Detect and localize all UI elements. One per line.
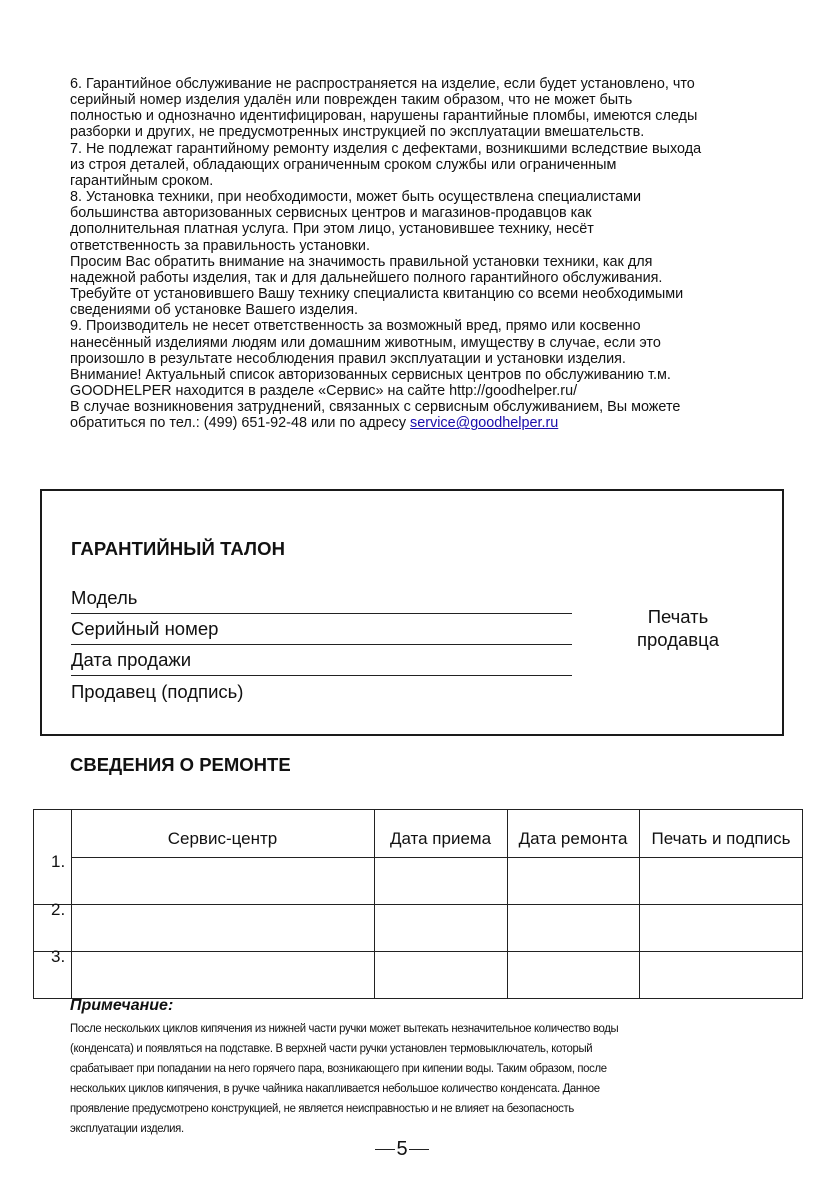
table-row-line: [33, 904, 803, 905]
warranty-card: [40, 489, 784, 736]
seller-field-label: Продавец (подпись): [71, 681, 244, 702]
page-number: [372, 1138, 432, 1161]
serial-line: [71, 644, 572, 645]
stamp-label-line2: продавца: [637, 629, 719, 650]
terms-line: 8. Установка техники, при необходимости, может быть осуществлена специалистами: [70, 189, 642, 206]
terms-line: гарантийным сроком.: [70, 172, 214, 189]
column-header-service-center: Сервис-центр: [167, 829, 278, 848]
table-border-left: [33, 809, 34, 999]
sale-date-line: [71, 675, 572, 676]
warranty-terms: [70, 76, 790, 431]
page-number-dash-left: [375, 1149, 395, 1150]
terms-line: Внимание! Актуальный список авторизованных сервисных центров по обслуживанию т.м.: [70, 366, 671, 383]
table-header-line: [71, 857, 803, 858]
terms-line: большинства авторизованных сервисных центров и магазинов-продавцов как: [70, 205, 592, 222]
column-header-receipt-date: Дата приема: [389, 829, 492, 848]
terms-line: разборки и других, не предусмотренных инструкцией по эксплуатации вмешательств.: [70, 124, 645, 141]
serial-field-label: Серийный номер: [71, 618, 219, 639]
email-link[interactable]: service@goodhelper.ru: [410, 415, 559, 432]
stamp-label-line1: Печать: [647, 606, 709, 627]
note-line: срабатывает при попадании на него горячего пара, возникающего при кипении воды. Таким образом, после: [70, 1061, 607, 1075]
terms-line: серийный номер изделия удалён или поврежден таким образом, что не может быть: [70, 92, 633, 109]
terms-line: В случае возникновения затруднений, связанных с сервисным обслуживанием, Вы можете: [70, 399, 681, 416]
terms-line: произошло в результате несоблюдения правил эксплуатации и установки изделия.: [70, 350, 626, 367]
terms-contact-line: [70, 415, 790, 431]
row-number: 2.: [51, 900, 66, 919]
terms-line: 9. Производитель не несет ответственность за возможный вред, прямо или косвенно: [70, 318, 641, 335]
warranty-card-title: ГАРАНТИЙНЫЙ ТАЛОН: [71, 538, 286, 559]
model-field-label: Модель: [71, 587, 138, 608]
column-header-repair-date: Дата ремонта: [518, 829, 628, 848]
terms-line: ответственность за правильность установки.: [70, 237, 370, 254]
note-line: После нескольких циклов кипячения из нижней части ручки может вытекать незначительное количество воды: [70, 1021, 619, 1035]
note-line: эксплуатации изделия.: [70, 1121, 184, 1135]
note-text: [70, 1018, 721, 1138]
model-line: [71, 613, 572, 614]
seller-stamp-area: [628, 605, 728, 651]
terms-line: сведениями об установке Вашего изделия.: [70, 302, 358, 319]
sale-date-field-label: Дата продажи: [71, 649, 192, 670]
terms-line: полностью и однозначно идентифицирован, нарушены гарантийные пломбы, имеются следы: [70, 108, 698, 125]
contact-text: обратиться по тел.: (499) 651-92-48 или по адресу: [70, 415, 411, 432]
note-line: проявление предусмотрено конструкцией, не является неисправностью и не влияет на безопасность: [70, 1101, 574, 1115]
row-number: 3.: [51, 947, 66, 966]
repair-section-title: СВЕДЕНИЯ О РЕМОНТЕ: [70, 754, 291, 775]
note-title: Примечание:: [70, 997, 174, 1014]
table-border-top: [33, 809, 803, 810]
terms-line: Просим Вас обратить внимание на значимость правильной установки техники, как для: [70, 253, 653, 270]
page-number-dash-right: [409, 1149, 429, 1150]
terms-line: дополнительная платная услуга. При этом лицо, установившее технику, несёт: [70, 221, 594, 238]
terms-line: Требуйте от установившего Вашу технику специалиста квитанцию со всеми необходимыми: [70, 286, 684, 303]
note-line: нескольких циклов кипячения, в ручке чайника накапливается небольшое количество конденсата. Данное: [70, 1081, 600, 1095]
terms-line: GOODHELPER находится в разделе «Сервис» на сайте http://goodhelper.ru/: [70, 382, 578, 399]
table-row-line: [33, 951, 803, 952]
terms-line: нанесённый изделиями людям или домашним животным, имуществу в случае, если это: [70, 334, 661, 351]
terms-line: 7. Не подлежат гарантийному ремонту изделия с дефектами, возникшими вследствие выхода: [70, 140, 702, 157]
note-line: (конденсата) и появляться на подставке. В верхней части ручки установлен термовыключатель, который: [70, 1041, 593, 1055]
terms-line: 6. Гарантийное обслуживание не распространяется на изделие, если будет установлено, что: [70, 76, 695, 92]
row-number: 1.: [51, 852, 66, 871]
column-header-stamp-signature: Печать и подпись: [651, 829, 791, 848]
terms-line: из строя деталей, обладающих ограниченным сроком службы или ограниченным: [70, 156, 617, 173]
repair-table: [33, 809, 803, 999]
terms-line: надежной работы изделия, так и для дальнейшего полного гарантийного обслуживания.: [70, 269, 663, 286]
page-number-value: 5: [396, 1138, 408, 1160]
